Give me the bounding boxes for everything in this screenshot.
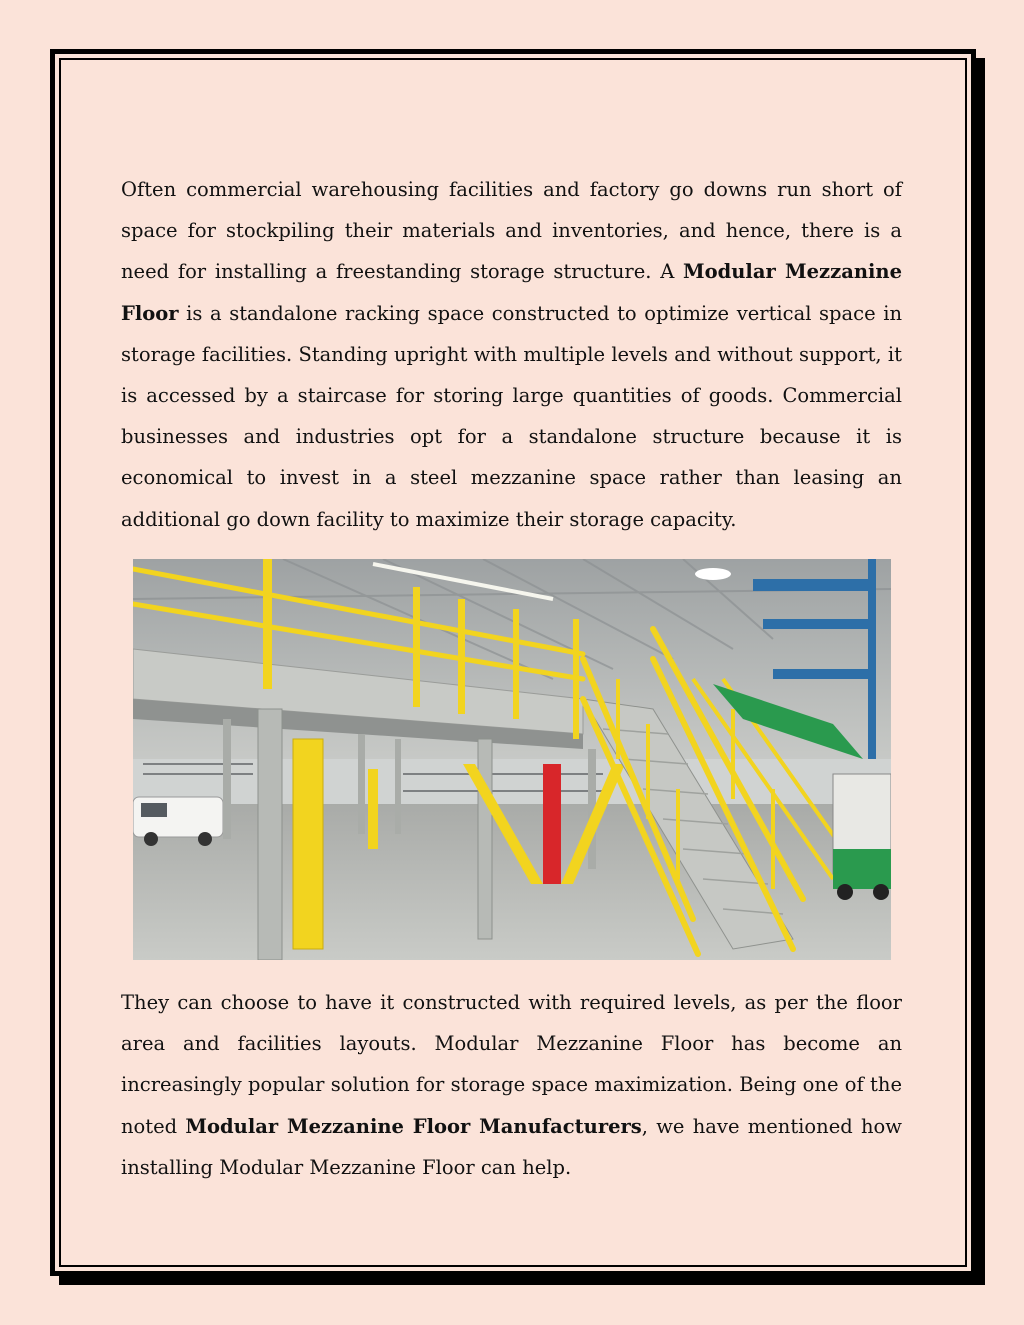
intro-text-start: Often commercial warehousing facilities and factory go downs run short of space for stockpiling their materials and inventories, and hence, there is a need for installing a freestanding storage structure. A: [121, 178, 902, 284]
second-text-end: , we have mentioned how installing Modular Mezzanine Floor can help.: [121, 1114, 902, 1179]
mezzanine-photo: [133, 559, 891, 960]
intro-bold-term: Modular Mezzanine Floor: [121, 260, 902, 325]
intro-paragraph: [121, 169, 902, 540]
intro-text-end: is a standalone racking space constructed to optimize vertical space in storage facilities. Standing upright with multiple levels and without support, it is accessed by a staircase for storing large quantities of goods. Commercial businesses and industries opt for a standalone structure because it is economical to invest in a steel mezzanine space rather than leasing an additional go down facility to maximize their storage capacity.: [121, 301, 902, 531]
second-text-start: They can choose to have it constructed with required levels, as per the floor area and facilities layouts. Modular Mezzanine Floor has become an increasingly popular solution for storage space maximization. Being one of the noted: [121, 991, 902, 1138]
second-paragraph: [121, 982, 902, 1188]
mezzanine-photo-icon: [133, 559, 891, 960]
second-bold-term: Modular Mezzanine Floor Manufacturers: [185, 1114, 642, 1138]
